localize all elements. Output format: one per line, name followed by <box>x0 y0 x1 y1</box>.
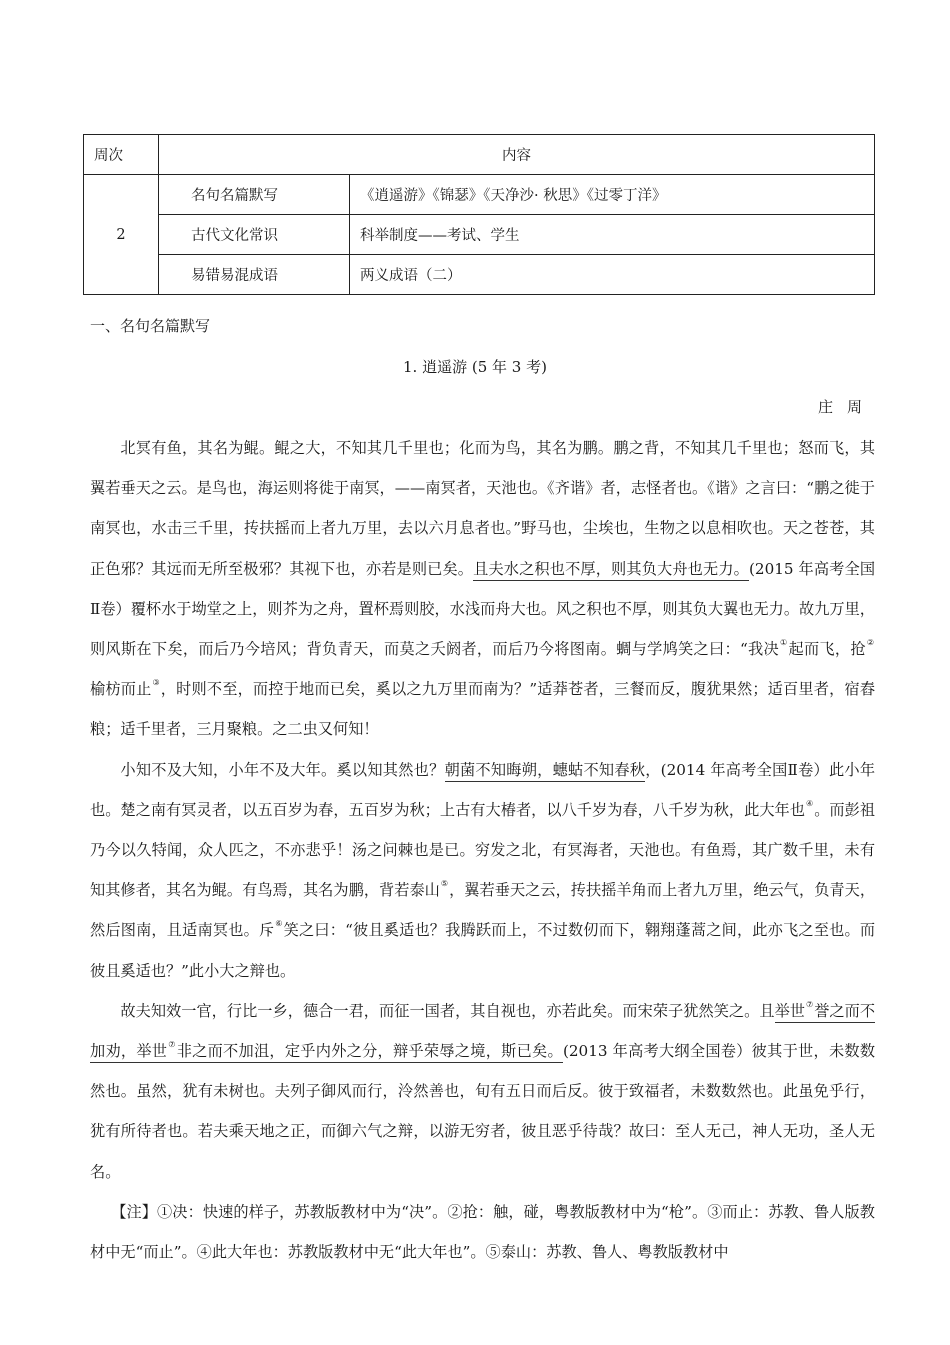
week-number: 2 <box>84 175 159 295</box>
header-week: 周次 <box>84 135 159 175</box>
text-run: ，时则不至，而控于地而已矣，奚以之九万里而南为？”适莽苍者，三餐而反，腹犹果然；适百里者，宿舂粮；适千里者，三月聚粮。之二虫又何知！ <box>90 680 876 739</box>
footnote-marker: ② <box>866 638 875 648</box>
footnote-marker: ⑦ <box>168 1040 176 1050</box>
row-category: 易错易混成语 <box>159 255 350 295</box>
text-run: 北冥有鱼，其名为鲲。鲲之大，不知其几千里也；化而为鸟，其名为鹏。鹏之背，不知其几千里也；怒而飞，其翼若垂天之云。是鸟也，海运则将徙于南冥，——南冥者，天池也。《齐谐》者，志怪者也。《谐》之言曰：“鹏之徙于南冥也，水击三千里，抟扶摇而上者九万里，去以六月息者也。”野马也，尘埃也，生物之以息相吹也。天之苍苍，其正色邪？其远而无所至极邪？其视下也，亦若是则已矣。 <box>90 439 875 578</box>
row-category: 名句名篇默写 <box>159 175 350 215</box>
footnote-marker: ④ <box>805 798 814 808</box>
table-header-row <box>84 135 875 175</box>
footnote-marker: ③ <box>152 678 160 688</box>
text-run: 誉之而不加劝，举世 <box>90 1001 876 1061</box>
annotation-note: 【注】①决：快速的样子，苏教版教材中为“决”。②抢：触，碰，粤教版教材中为“枪”。③而止：苏教、鲁人版教材中无“而止”。④此大年也：苏教版教材中无“此大年也”。⑤泰山：苏教、鲁人、粤教版教材中 <box>90 1202 875 1262</box>
footnote-marker: ① <box>780 638 788 648</box>
text-run: ，翼若垂天之云，抟扶摇羊角而上者九万里，绝云气，负青天，然后图南，且适南冥也。斥 <box>90 881 876 940</box>
poem-author: 庄周 <box>818 398 877 416</box>
footnote-marker: ⑤ <box>440 879 449 889</box>
poem-body <box>90 428 875 1272</box>
header-content: 内容 <box>159 135 875 175</box>
paragraph-1 <box>90 428 875 750</box>
row-content: 科举制度——考试、学生 <box>350 215 875 255</box>
paragraph-2 <box>90 750 875 991</box>
text-run: 故夫知效一官，行比一乡，德合一君，而征一国者，其自视也，亦若此矣。而宋荣子犹然笑之。且 <box>120 1001 775 1020</box>
underlined-quote: 且夫水之积也不厚，则其负大舟也无力。 <box>473 560 749 581</box>
row-content: 两义成语（二） <box>350 255 875 295</box>
footnote-marker: ⑦ <box>806 999 814 1009</box>
paragraph-3 <box>90 991 875 1192</box>
text-run: 起而飞，抢 <box>788 640 866 659</box>
table-row <box>84 175 875 215</box>
table-row <box>84 255 875 295</box>
text-run: (2015 年高考全国Ⅱ卷）覆杯水于坳堂之上，则芥为之舟，置杯焉则胶，水浅而舟大也。风之积也不厚，则其负大翼也无力。故九万里，则风斯在下矣，而后乃今培风；背负青天，而莫之夭阏者，而后乃今将图南。蜩与学鸠笑之曰：“我决 <box>90 559 876 659</box>
section-heading: 一、名句名篇默写 <box>90 317 211 335</box>
text-run: 笑之曰：“彼且奚适也？我腾跃而上，不过数仞而下，翱翔蓬蒿之间，此亦飞之至也。而彼且奚适也？”此小大之辩也。 <box>90 921 876 980</box>
text-run: 举世 <box>774 1001 805 1020</box>
row-category: 古代文化常识 <box>159 215 350 255</box>
poem-title: 1. 逍遥游 (5 年 3 考) <box>403 358 547 376</box>
table-row <box>84 215 875 255</box>
text-run: 。而彭祖乃今以久特闻，众人匹之，不亦悲乎！汤之问棘也是已。穷发之北，有冥海者，天池也。有鱼焉，其广数千里，未有知其修者，其名为鲲。有鸟焉，其名为鹏，背若泰山 <box>90 800 876 900</box>
text-run: 小知不及大知，小年不及大年。奚以知其然也？ <box>120 760 445 779</box>
schedule-table <box>83 134 875 295</box>
row-content: 《逍遥游》《锦瑟》《天净沙· 秋思》《过零丁洋》 <box>350 175 875 215</box>
footnote-marker: ⑥ <box>275 919 283 929</box>
text-run: (2013 年高考大纲全国卷）彼其于世，未数数然也。虽然，犹有未树也。夫列子御风而行，泠然善也，旬有五日而后反。彼于致福者，未数数然也。此虽免乎行，犹有所待者也。若夫乘天地之正，而御六气之辩，以游无穷者，彼且恶乎待哉？故曰：至人无己，神人无功，圣人无名。 <box>90 1042 876 1181</box>
text-run: 非之而不加沮，定乎内外之分，辩乎荣辱之境，斯已矣。 <box>176 1042 563 1061</box>
text-run: ，(2014 年高考全国Ⅱ卷）此小年也。楚之南有冥灵者，以五百岁为春，五百岁为秋；上古有大椿者，以八千岁为春，八千岁为秋，此大年也 <box>90 760 876 819</box>
text-run: 榆枋而止 <box>90 680 152 699</box>
underlined-quote: 朝菌不知晦朔，蟪蛄不知春秋 <box>445 761 646 782</box>
